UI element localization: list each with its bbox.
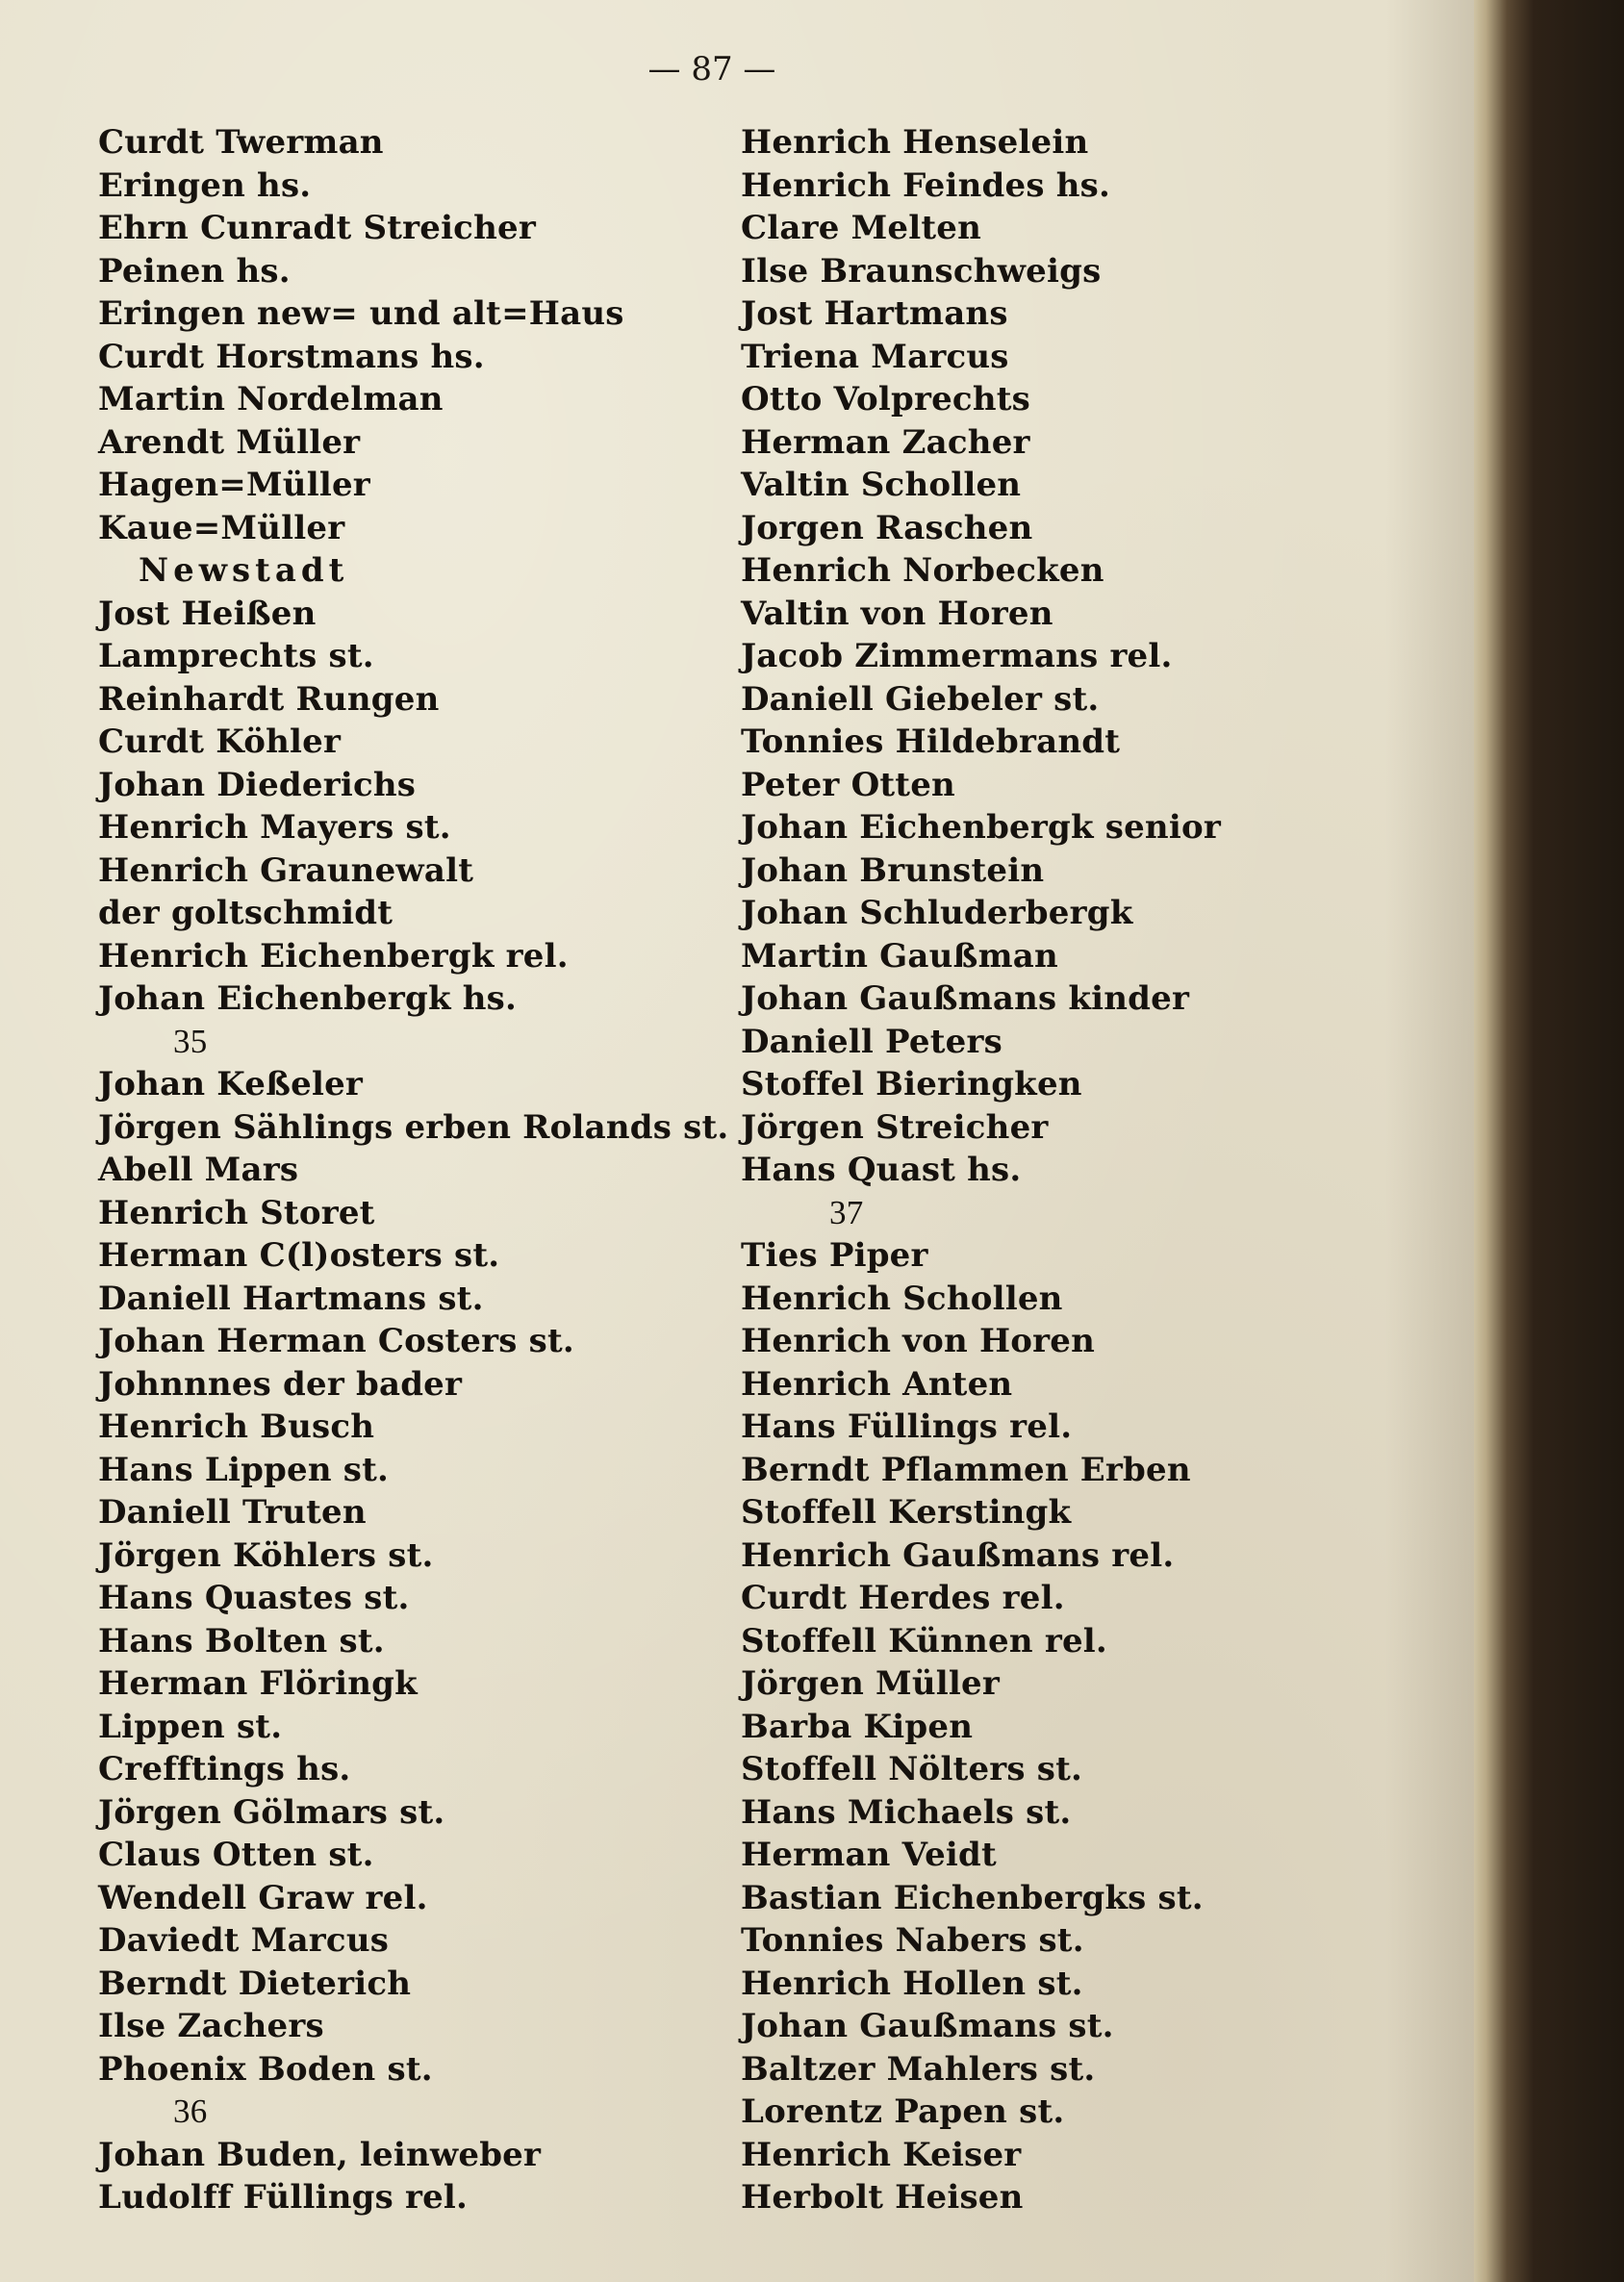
right-name-entry: Bastian Eichenbergks st. xyxy=(741,1878,1204,1917)
left-section-number: 36 xyxy=(173,2092,208,2130)
right-name-entry: Daniell Peters xyxy=(741,1022,1002,1061)
left-name-entry: Johan Eichenbergk hs. xyxy=(98,979,518,1018)
right-name-entry: Hans Füllings rel. xyxy=(741,1407,1073,1446)
right-name-entry: Daniell Giebeler st. xyxy=(741,679,1100,719)
left-name-entry: Johan Diederichs xyxy=(98,765,417,804)
right-name-entry: Henrich Schollen xyxy=(741,1279,1063,1318)
left-name-entry: Hans Quastes st. xyxy=(98,1579,410,1617)
left-name-entry: Herman Flöringk xyxy=(98,1664,418,1703)
right-name-entry: Jacob Zimmermans rel. xyxy=(741,637,1173,675)
right-name-entry: Tonnies Hildebrandt xyxy=(741,723,1121,761)
left-name-entry: Peinen hs. xyxy=(98,251,291,291)
left-name-entry: Daniell Hartmans st. xyxy=(98,1279,484,1318)
left-name-entry: Johnnnes der bader xyxy=(98,1364,463,1404)
left-name-entry: Curdt Köhler xyxy=(98,723,342,761)
right-name-entry: Johan Schluderbergk xyxy=(741,894,1133,932)
left-name-entry: Herman C(l)osters st. xyxy=(98,1236,500,1275)
left-name-entry: Martin Nordelman xyxy=(98,380,444,418)
left-name-entry: Ilse Zachers xyxy=(98,2007,324,2045)
left-name-entry: Lamprechts st. xyxy=(98,637,374,675)
right-name-column xyxy=(741,121,1395,2219)
right-name-entry: Jorgen Raschen xyxy=(741,508,1033,547)
right-name-entry: Stoffell Kerstingk xyxy=(741,1493,1072,1532)
right-name-entry: Peter Otten xyxy=(741,765,955,804)
right-name-entry: Valtin von Horen xyxy=(741,594,1053,633)
right-name-entry: Henrich Norbecken xyxy=(741,551,1104,590)
right-name-entry: Curdt Herdes rel. xyxy=(741,1579,1065,1617)
left-name-column xyxy=(98,121,752,2219)
left-name-entry: Johan Keßeler xyxy=(98,1065,364,1103)
right-name-entry: Martin Gaußman xyxy=(741,936,1058,976)
page-gutter-shadow xyxy=(1385,0,1482,2282)
right-name-entry: Jörgen Streicher xyxy=(741,1107,1049,1147)
right-name-entry: Hans Michaels st. xyxy=(741,1792,1072,1832)
left-name-entry: Claus Otten st. xyxy=(98,1836,374,1874)
left-name-entry: Wendell Graw rel. xyxy=(98,1878,428,1917)
left-name-entry: Kaue=Müller xyxy=(98,508,345,547)
left-name-entry: Curdt Twerman xyxy=(98,123,384,162)
left-name-entry: Arendt Müller xyxy=(98,422,361,462)
page-number: — 87 — xyxy=(647,50,776,89)
left-name-entry: Johan Buden, leinweber xyxy=(98,2135,542,2174)
left-name-entry: Crefftings hs. xyxy=(98,1750,351,1788)
right-name-entry: Berndt Pflammen Erben xyxy=(741,1450,1191,1489)
left-name-entry: Abell Mars xyxy=(98,1151,299,1189)
right-name-entry: Ilse Braunschweigs xyxy=(741,251,1102,291)
left-name-entry: Berndt Dieterich xyxy=(98,1964,412,2003)
right-name-entry: Henrich Hollen st. xyxy=(741,1964,1083,2003)
left-name-entry: Daviedt Marcus xyxy=(98,1921,390,1960)
right-name-entry: Johan Eichenbergk senior xyxy=(741,808,1221,847)
right-name-entry: Jörgen Müller xyxy=(741,1664,1000,1703)
right-name-entry: Henrich von Horen xyxy=(741,1322,1096,1360)
right-name-entry: Barba Kipen xyxy=(741,1707,974,1746)
left-name-entry: Phoenix Boden st. xyxy=(98,2049,433,2089)
left-name-entry: Henrich Mayers st. xyxy=(98,808,451,847)
left-name-entry: Jost Heißen xyxy=(98,594,317,633)
left-name-entry: Ehrn Cunradt Streicher xyxy=(98,209,536,247)
left-name-entry: Henrich Eichenbergk rel. xyxy=(98,936,569,976)
left-name-entry: Eringen hs. xyxy=(98,165,312,205)
right-name-entry: Henrich Feindes hs. xyxy=(741,165,1110,205)
right-section-number: 37 xyxy=(829,1193,864,1231)
left-name-entry: Daniell Truten xyxy=(98,1493,367,1532)
right-name-entry: Herbolt Heisen xyxy=(741,2178,1024,2217)
right-name-entry: Jost Hartmans xyxy=(741,294,1008,333)
left-name-entry: Jörgen Gölmars st. xyxy=(98,1792,445,1832)
left-name-entry: Henrich Storet xyxy=(98,1193,375,1232)
right-name-entry: Herman Zacher xyxy=(741,422,1030,462)
right-name-entry: Johan Brunstein xyxy=(741,850,1045,890)
left-name-entry: Jörgen Köhlers st. xyxy=(98,1535,434,1575)
left-name-entry: Lippen st. xyxy=(98,1707,283,1746)
left-name-entry: Hans Bolten st. xyxy=(98,1621,385,1661)
right-name-entry: Herman Veidt xyxy=(741,1836,997,1874)
left-name-entry: der goltschmidt xyxy=(98,894,393,932)
left-name-entry: Jörgen Sählings erben Rolands st. xyxy=(98,1107,729,1147)
right-name-entry: Johan Gaußmans kinder xyxy=(741,979,1190,1018)
left-name-entry: Johan Herman Costers st. xyxy=(98,1322,574,1360)
right-name-entry: Stoffell Künnen rel. xyxy=(741,1621,1107,1661)
right-name-entry: Henrich Gaußmans rel. xyxy=(741,1535,1175,1575)
left-name-entry: Ludolff Füllings rel. xyxy=(98,2178,469,2217)
right-name-entry: Hans Quast hs. xyxy=(741,1151,1022,1189)
left-name-entry: Hans Lippen st. xyxy=(98,1450,390,1489)
right-name-entry: Henrich Anten xyxy=(741,1364,1013,1404)
right-name-entry: Otto Volprechts xyxy=(741,380,1030,418)
scanned-book-edge xyxy=(1474,0,1624,2282)
right-name-entry: Stoffel Bieringken xyxy=(741,1065,1082,1103)
left-section-number: 35 xyxy=(173,1022,208,1060)
right-name-entry: Ties Piper xyxy=(741,1236,928,1275)
left-name-entry: Henrich Graunewalt xyxy=(98,850,474,890)
right-name-entry: Tonnies Nabers st. xyxy=(741,1921,1084,1960)
right-name-entry: Lorentz Papen st. xyxy=(741,2092,1065,2131)
right-name-entry: Baltzer Mahlers st. xyxy=(741,2049,1096,2089)
left-name-entry: Hagen=Müller xyxy=(98,466,370,504)
left-district-heading: Newstadt xyxy=(139,551,349,590)
right-name-entry: Clare Melten xyxy=(741,209,982,247)
right-name-entry: Henrich Henselein xyxy=(741,123,1089,162)
right-name-entry: Stoffell Nölters st. xyxy=(741,1750,1083,1788)
left-name-entry: Curdt Horstmans hs. xyxy=(98,337,485,376)
right-name-entry: Triena Marcus xyxy=(741,337,1009,376)
right-name-entry: Valtin Schollen xyxy=(741,466,1022,504)
right-name-entry: Johan Gaußmans st. xyxy=(741,2007,1114,2045)
right-name-entry: Henrich Keiser xyxy=(741,2135,1022,2174)
left-name-entry: Reinhardt Rungen xyxy=(98,679,440,719)
left-name-entry: Eringen new= und alt=Haus xyxy=(98,294,624,333)
left-name-entry: Henrich Busch xyxy=(98,1407,375,1446)
